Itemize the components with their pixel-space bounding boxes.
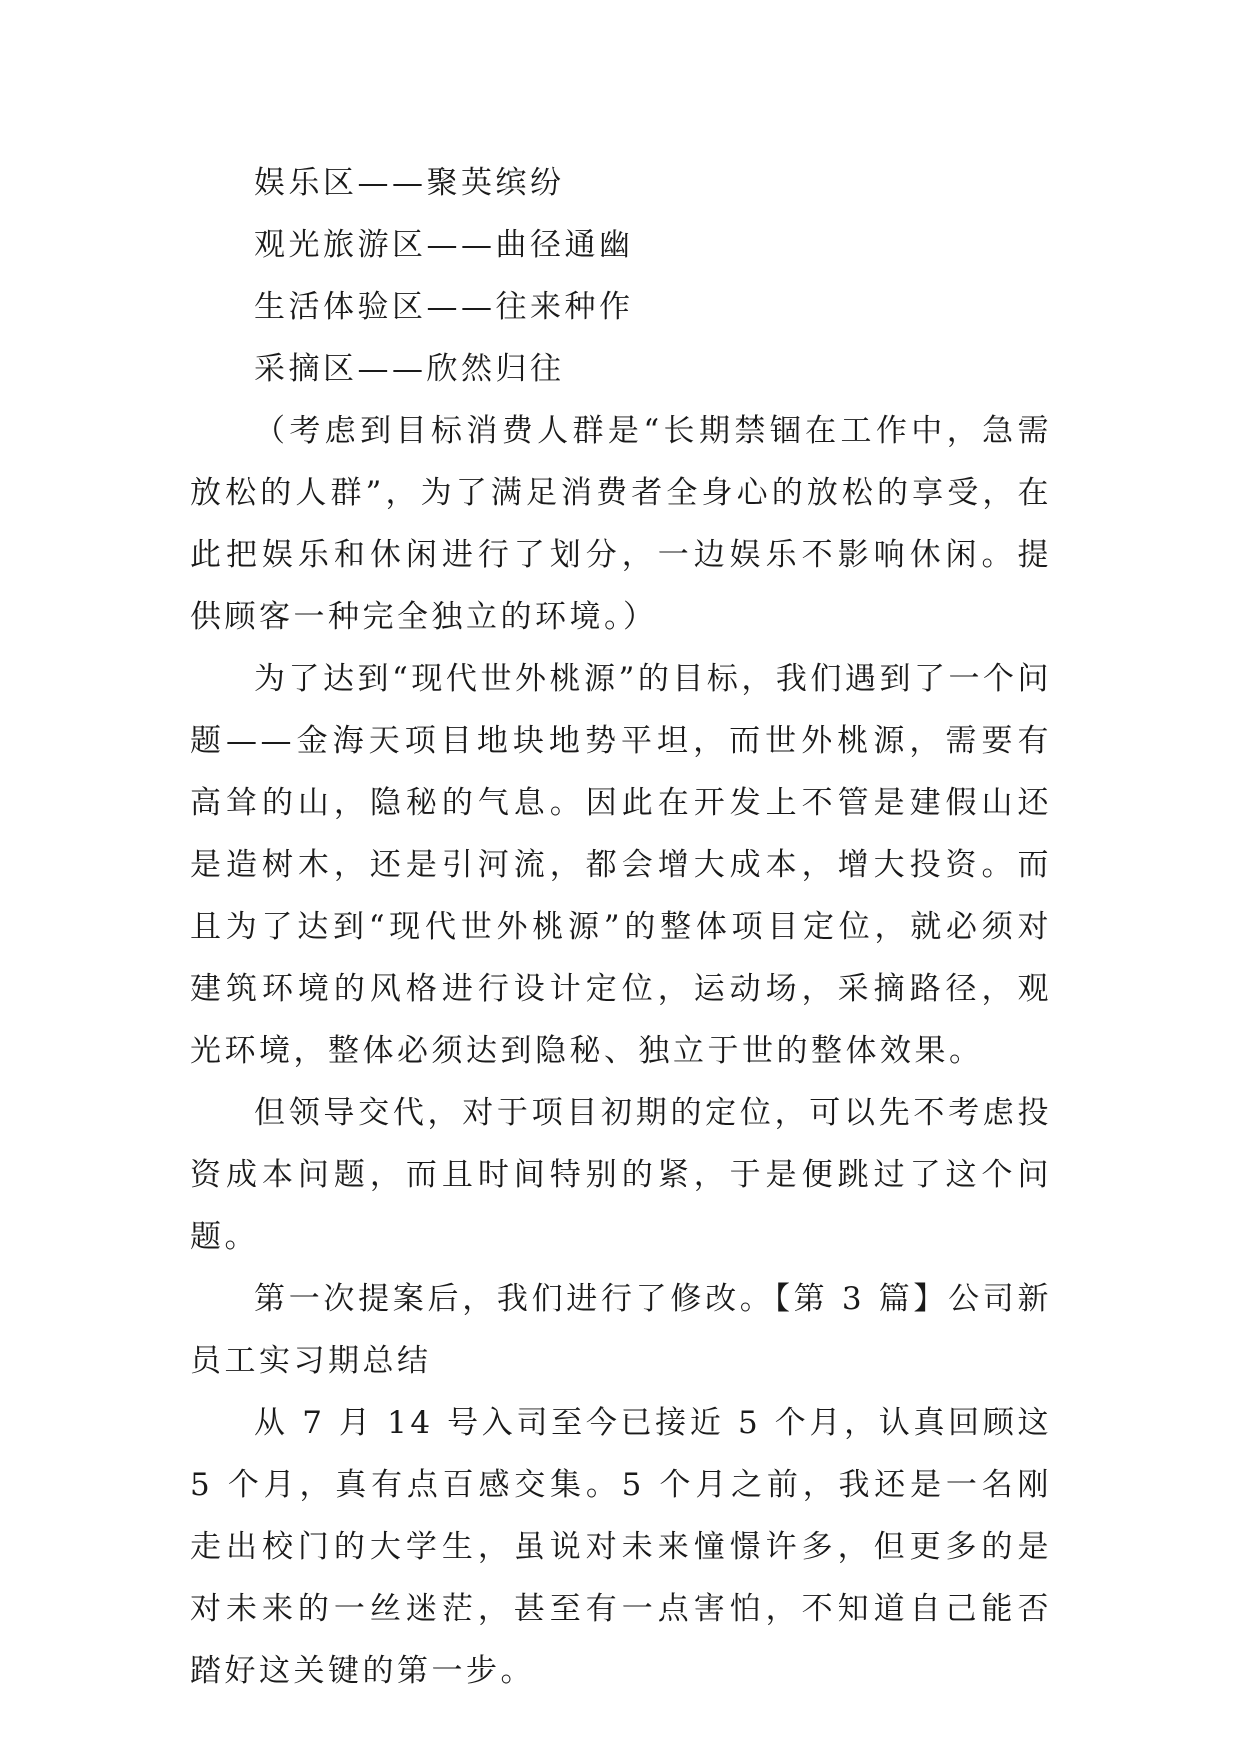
document-page	[190, 152, 1052, 1702]
paragraph-revision-heading: 第一次提案后，我们进行了修改。【第 3 篇】公司新员工实习期总结	[190, 1281, 1052, 1379]
paragraph-consumer-note: （考虑到目标消费人群是“长期禁锢在工作中，急需放松的人群”，为了满足消费者全身心的放松的享受，在此把娱乐和休闲进行了划分，一边娱乐不影响休闲。提供顾客一种完全独立的环境。）	[190, 413, 1052, 635]
zone-life-experience: 生活体验区——往来种作	[254, 289, 634, 325]
paragraph-intern-summary: 从 7 月 14 号入司至今已接近 5 个月，认真回顾这 5 个月，真有点百感交集。5 个月之前，我还是一名刚走出校门的大学生，虽说对未来憧憬许多，但更多的是对未来的一丝迷茫，甚至有一点害怕，不知道自己能否踏好这关键的第一步。	[190, 1405, 1052, 1689]
zone-picking: 采摘区——欣然归往	[254, 351, 565, 387]
paragraph-leadership: 但领导交代，对于项目初期的定位，可以先不考虑投资成本问题，而且时间特别的紧，于是便跳过了这个问题。	[190, 1095, 1052, 1255]
zone-sightseeing: 观光旅游区——曲径通幽	[254, 227, 634, 263]
paragraph-problem: 为了达到“现代世外桃源”的目标，我们遇到了一个问题——金海天项目地块地势平坦，而世外桃源，需要有高耸的山，隐秘的气息。因此在开发上不管是建假山还是造树木，还是引河流，都会增大成本，增大投资。而且为了达到“现代世外桃源”的整体项目定位，就必须对建筑环境的风格进行设计定位，运动场，采摘路径，观光环境，整体必须达到隐秘、独立于世的整体效果。	[190, 661, 1052, 1069]
zone-entertainment: 娱乐区——聚英缤纷	[254, 165, 565, 201]
